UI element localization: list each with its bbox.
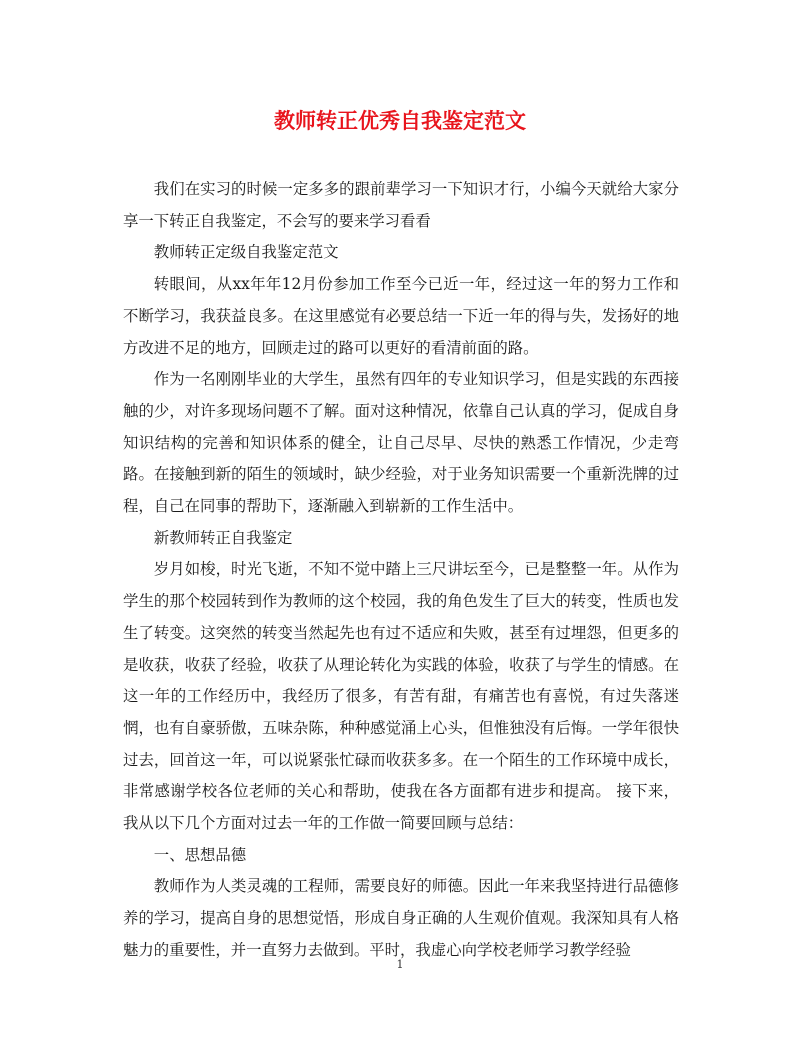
body-paragraph: 作为一名刚刚毕业的大学生，虽然有四年的专业知识学习，但是实践的东西接触的少，对许多现场问题不了解。面对这种情况，依靠自己认真的学习，促成自身知识结构的完善和知识体系的健全，让自己尽早、尽快的熟悉工作情况，少走弯路。在接触到新的陌生的领域时，缺少经验，对于业务知识需要一个重新洗牌的过程，自己在同事的帮助下，逐渐融入到崭新的工作生活中。: [123, 370, 679, 516]
body-paragraph: 岁月如梭，时光飞逝，不知不觉中踏上三尺讲坛至今，已是整整一年。从作为学生的那个校园转到作为教师的这个校园，我的角色发生了巨大的转变，性质也发生了转变。这突然的转变当然起先也有过不适应和失败，甚至有过埋怨，但更多的是收获，收获了经验，收获了从理论转化为实践的体验，收获了与学生的情感。在这一年的工作经历中，我经历了很多，有苦有甜，有痛苦也有喜悦，有过失落迷惘，也有自豪骄傲，五味杂陈，种种感觉涌上心头，但惟独没有后悔。一学年很快过去，回首这一年，可以说紧张忙碌而收获多多。在一个陌生的工作环境中成长，非常感谢学校各位老师的关心和帮助，使我在各方面都有进步和提高。 接下来，我从以下几个方面对过去一年的工作做一简要回顾与总结：: [123, 560, 679, 833]
section-heading: 一、思想品德: [153, 845, 247, 864]
intro-paragraph: 我们在实习的时候一定多多的跟前辈学习一下知识才行，小编今天就给大家分享一下转正自我鉴定，不会写的要来学习看看: [123, 180, 679, 230]
body-paragraph: 教师作为人类灵魂的工程师，需要良好的师德。因此一年来我坚持进行品德修养的学习，提高自身的思想觉悟，形成自身正确的人生观价值观。我深知具有人格魅力的重要性，并一直努力去做到。平时，我虚心向学校老师学习教学经验: [123, 877, 679, 959]
body-paragraph: 转眼间，从xx年年12月份参加工作至今已近一年，经过这一年的努力工作和不断学习，我获益良多。在这里感觉有必要总结一下近一年的得与失，发扬好的地方改进不足的地方，回顾走过的路可以更好的看清前面的路。: [123, 275, 679, 357]
document-title: 教师转正优秀自我鉴定范文: [274, 108, 526, 133]
document-body: [123, 174, 679, 967]
section-heading: 教师转正定级自我鉴定范文: [153, 243, 339, 262]
page-number: 1: [396, 958, 404, 971]
section-heading: 新教师转正自我鉴定: [153, 528, 293, 547]
